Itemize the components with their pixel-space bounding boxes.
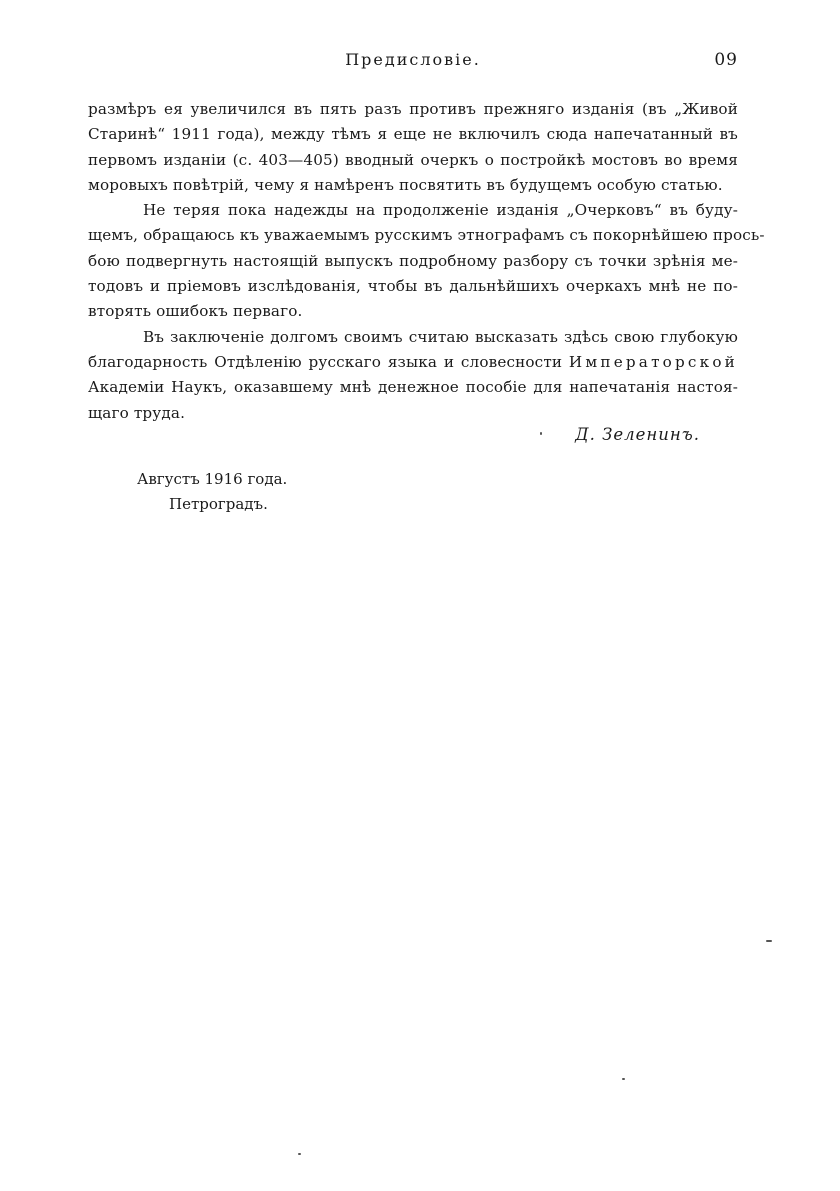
paragraph-3 <box>88 325 738 426</box>
text-line: Не теряя пока надежды на продолженіе изданія „Очерковъ“ въ буду- <box>143 201 738 220</box>
page-header <box>88 50 738 74</box>
dateline <box>137 467 287 517</box>
scan-speck <box>540 432 542 435</box>
body-text <box>88 97 765 426</box>
text-line: щаго труда. <box>88 403 186 422</box>
text-line: размѣръ ея увеличился въ пять разъ противъ прежняго изданія (въ „Живой <box>88 100 738 118</box>
author-signature: Д. Зеленинъ. <box>575 425 700 444</box>
date-text: Августъ 1916 года. <box>137 470 288 488</box>
text-line: Въ заключеніе долгомъ своимъ считаю высказать здѣсь свою глубокую <box>143 327 738 346</box>
running-title: Предисловіе. <box>345 50 481 69</box>
scan-speck <box>766 940 772 942</box>
text-line: щемъ, обращаюсь къ уважаемымъ русскимъ этнографамъ съ покорнѣйшею прось- <box>88 226 765 245</box>
scan-speck <box>622 1078 625 1080</box>
scan-speck <box>298 1153 301 1155</box>
text-line: моровыхъ повѣтрій, чему я намѣренъ посвятить въ будущемъ особую статью. <box>88 175 723 194</box>
text-line: вторять ошибокъ перваго. <box>88 302 303 321</box>
text-line <box>88 350 738 375</box>
text-line: Академіи Наукъ, оказавшему мнѣ денежное пособіе для напечатанія настоя- <box>88 378 738 397</box>
text-line: бою подвергнуть настоящій выпускъ подробному разбору съ точки зрѣнія ме- <box>88 251 738 270</box>
text-line: тодовъ и пріемовъ изслѣдованія, чтобы въ дальнѣйшихъ очеркахъ мнѣ не по- <box>88 277 738 296</box>
page-number: 09 <box>714 50 738 70</box>
text-line: Старинѣ“ 1911 года), между тѣмъ я еще не включилъ сюда напечатанный въ <box>88 125 738 144</box>
paragraph-2 <box>88 198 765 324</box>
text-span: благодарность Отдѣленію русскаго языка и словесности <box>88 352 569 371</box>
spaced-text: Императорской <box>568 352 738 371</box>
paragraph-1 <box>88 97 738 198</box>
place-text: Петроградъ. <box>169 495 268 513</box>
text-line: первомъ изданіи (с. 403—405) вводный очеркъ о постройкѣ мостовъ во время <box>88 150 738 169</box>
